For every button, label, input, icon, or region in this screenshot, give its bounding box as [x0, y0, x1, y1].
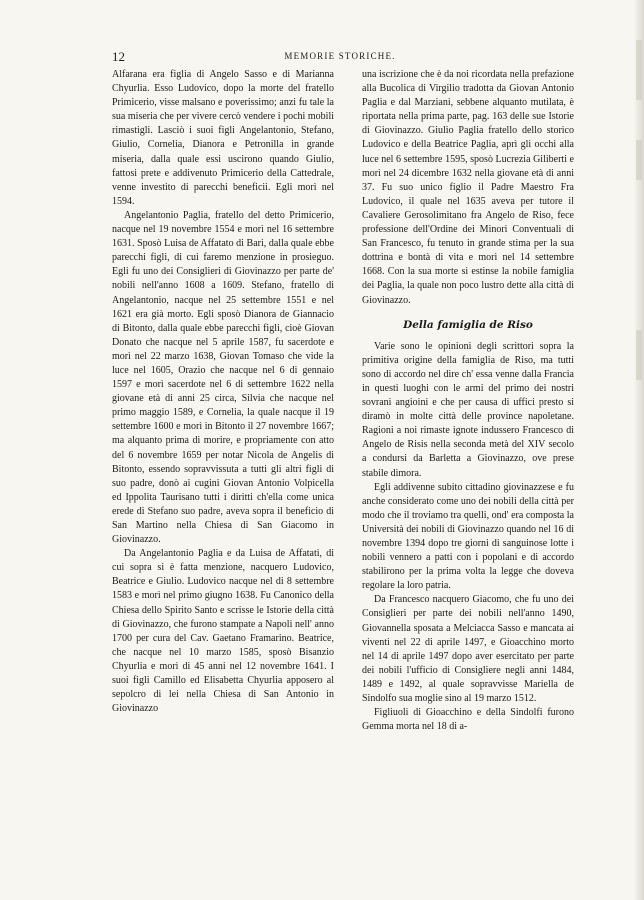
right-paragraph-3: Egli addivenne subito cittadino giovinazzese e fu anche considerato come uno dei nobili della città per modo che il troviamo tra quelli, ond' era composta la Università dei nobili di Giovinazzo quando nel 16 di novembre 1394 dopo tre giorni di sanguinose lotte i nobili vennero a patti con i popolani e di accordo stabilirono per la prima volta la legge che doveva regolare la loro patria. [362, 481, 574, 592]
right-column [362, 68, 574, 734]
page-header [112, 49, 568, 67]
left-column [112, 68, 334, 716]
page-edge-shadow [634, 0, 644, 900]
right-paragraph-2: Varie sono le opinioni degli scrittori sopra la primitiva origine della famiglia de Riso, ma tutti sono di accordo nel dire ch' essa venne dalla Francia in questi luoghi con le armi del primo dei nostri sovrani angioini e che per causa di uffici presto si diramò in molte città delle province napoletane. Ragioni a noi rimaste ignote indussero Francesco di Angelo de Risis nella seconda metà del XIV secolo a condursi da Barletta a Giovinazzo, ove prese stabile dimora. [362, 340, 574, 479]
right-paragraph-5: Figliuoli di Gioacchino e della Sindolfi furono Gemma morta nel 18 di a- [362, 707, 574, 733]
right-paragraph-1: una iscrizione che è da noi ricordata nella prefazione alla Bucolica di Virgilio tradotta da Giovan Antonio Paglia e dal Marziani, sebbene alquanto mutilata, è riportata nella prima parte, pag. 163 delle sue Istorie di Giovinazzo. Giulio Paglia fratello dello storico Ludovico e della Beatrice Paglia, aprì gli occhi alla luce nel 6 settembre 1595, sposò Lucrezia Giliberti e morì nel 24 dicembre 1632 nella giovane età di anni 37. Fu suo unico figlio il Padre Maestro Fra Ludovico, il quale nel 1635 aveva per tutore il Cavaliere Gerosolimitano fra Angelo de Riso, fece professione dell'Ordine dei Minori Conventuali di San Francesco, fu tenuto in grande stima per la sua dottrina e bontà di vita e morì nel 14 settembre 1668. Con la sua morte si estinse la nobile famiglia dei Paglia, la quale non poco lustro dette alla città di Giovinazzo. [362, 69, 574, 306]
page-number: 12 [112, 49, 125, 64]
edge-stain [636, 40, 642, 100]
left-paragraph-1: Alfarana era figlia di Angelo Sasso e di Marianna Chyurlia. Esso Ludovico, dopo la morte del fratello Primicerio, visse malsano e poverissimo; anzi fu tale la sua miseria che per vivere cercò vendere i pochi mobili rimastigli. Lasciò i suoi figli Angelantonio, Stefano, Giulio, Cornelia, Dianora e Petronilla in grande miseria, dalla quale essi uscirono quando Giulio, fattosi prete e addivenuto Primicerio della Cattedrale, venne investito di parecchi beneficii. Egli morì nel 1594. [112, 69, 334, 207]
left-paragraph-2: Angelantonio Paglia, fratello del detto Primicerio, nacque nel 19 novembre 1554 e morì nel 16 settembre 1631. Sposò Luisa de Affatato di Bari, dalla quale ebbe parecchi figli, di cui faremo menzione in prosieguo. Egli fu uno dei Consiglieri di Giovinazzo per parte de' nobili nell'anno 1608 a 1609. Stefano, fratello di Angelantonio, nacque nel 25 settembre 1551 e nel 1621 era già morto. Egli sposò Dianora de Giannacio di Bitonto, dalla quale ebbe parecchi figli, cioè Giovan Donato che nacque nel 5 aprile 1587, fu sacerdote e morì nel 22 marzo 1638, Giovan Tomaso che vide la luce nel 1605, Orazio che nacque nel 6 di gennaio 1597 e morì sacerdote nel 6 di settembre 1622 nella giovane età di anni 25 circa, Silvia che nacque nel primo maggio 1589, e Cornelia, la quale nacque il 19 settembre 1600 e morì in Bitonto il 27 novembre 1667; ma alquanto prima di morire, e propriamente con atto del 6 novembre 1659 per notar Nicola de Angelis di Bitonto, essendo sopravvissuta a tutti gli altri figli di suo padre, donò ai cugini Giovan Antonio Volpicella ed Ippolita Taurisano tutti i diritti ch'ella come unica erede di Stefano suo padre, aveva sopra il beneficio di San Martino nella Chiesa di San Giacomo in Giovinazzo. [112, 209, 334, 546]
edge-stain [636, 330, 642, 380]
edge-stain [636, 140, 642, 180]
section-title: Della famiglia de Riso [403, 318, 533, 331]
right-paragraph-4: Da Francesco nacquero Giacomo, che fu uno dei Consiglieri per parte dei nobili nell'anno 1490, Giovannella sposata a Melciacca Sasso e mancata ai viventi nel 22 di aprile 1497, e Gioacchino morto nel 14 di aprile 1497 dopo aver esercitato per parte dei nobili l'ufficio di Consigliere negli anni 1484, 1489 e 1492, al quale sopravvisse Mariella de Sindolfo sua moglie sino al 19 marzo 1512. [362, 594, 574, 705]
left-paragraph-3: Da Angelantonio Paglia e da Luisa de Affatati, di cui sopra si è fatta menzione, nacquero Ludovico, Beatrice e Giulio. Ludovico nacque nel di 8 settembre 1583 e morì nel primo giugno 1638. Fu Canonico della Chiesa dello Spirito Santo e scrisse le Istorie della città di Giovinazzo, che furono stampate a Napoli nell' anno 1700 per cura del Cav. Gaetano Framarino. Beatrice, che nacque nel 10 marzo 1585, sposò Bisanzio Chyurlia e morì di 45 anni nel 12 novembre 1641. I suoi figli Camillo ed Elisabetta Chyurlia apposero al sepolcro di lei nella Chiesa di San Antonio in Giovinazzo [112, 548, 334, 715]
running-title: MEMORIE STORICHE. [284, 51, 396, 61]
